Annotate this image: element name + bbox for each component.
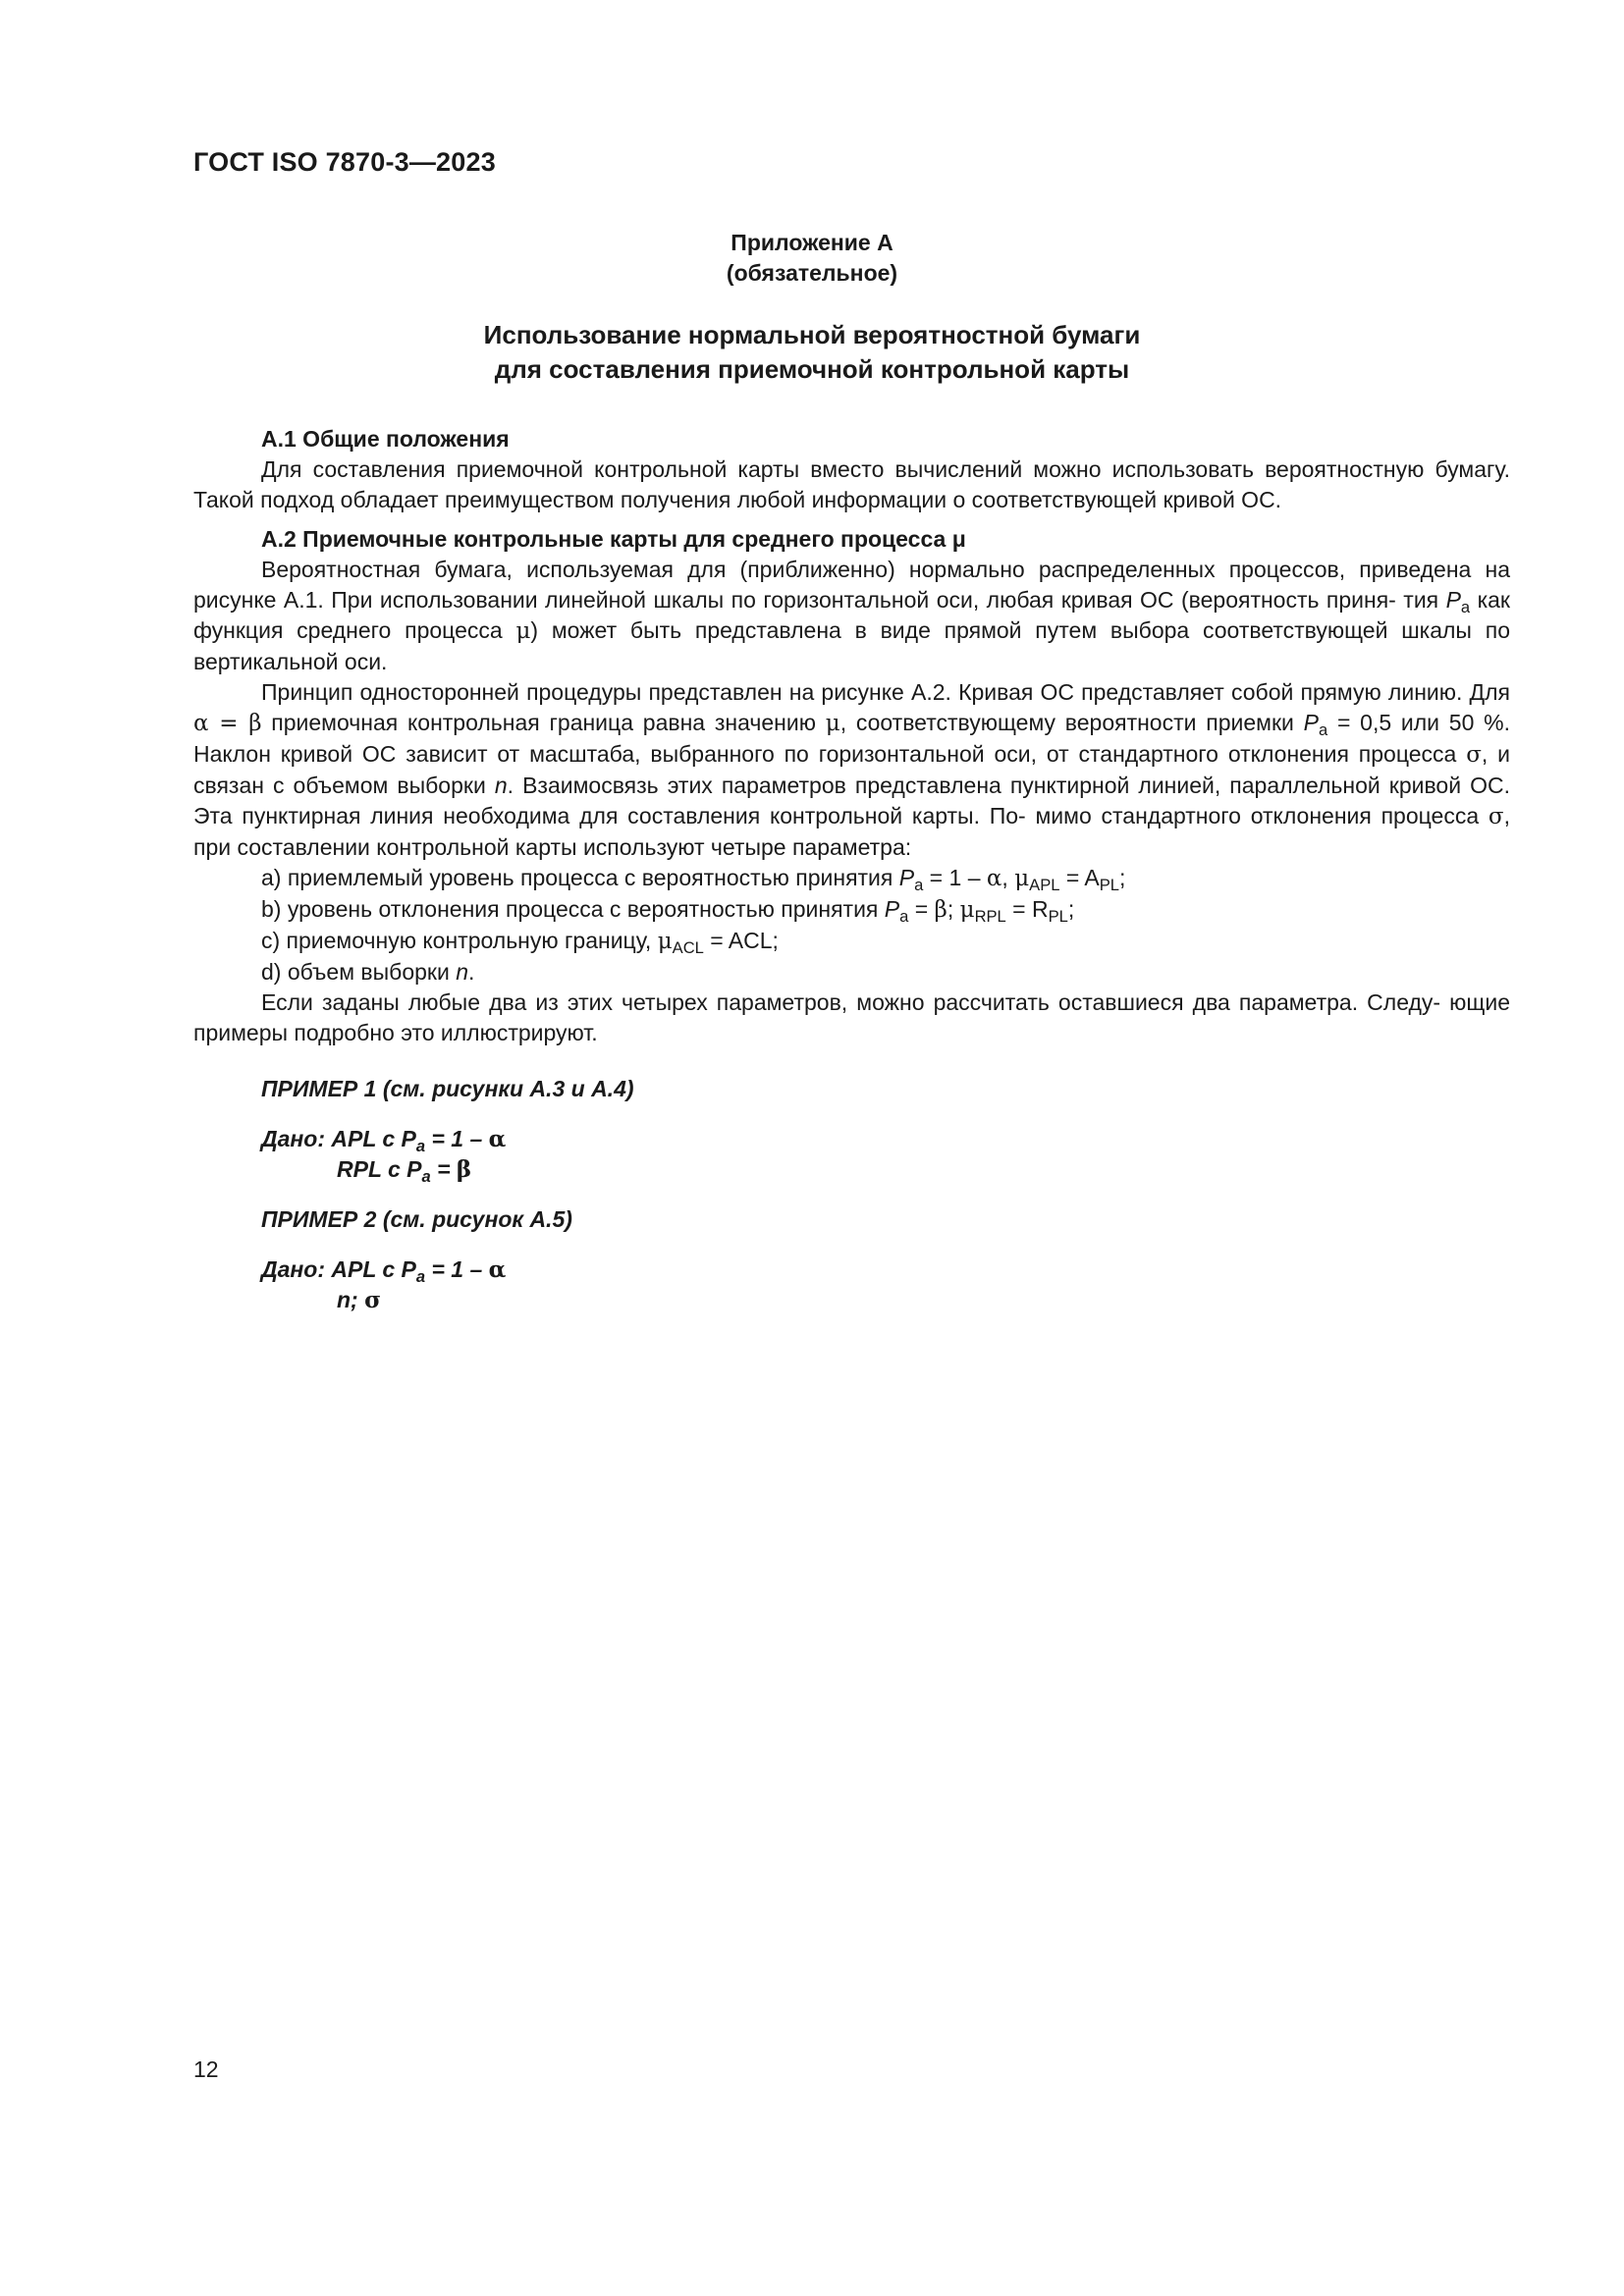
- section-a2-heading: А.2 Приемочные контрольные карты для среднего процесса μ: [261, 526, 966, 552]
- annex-title-line-2: для составления приемочной контрольной карты: [494, 354, 1130, 384]
- list-item-b: b) уровень отклонения процесса с вероятностью принятия $P_a = \beta$; $\mu_{RPL} = R_{PL}$;: [261, 896, 1075, 926]
- example-2-given-line-1: Дано: APL c $P_a = 1 - \alpha$: [261, 1256, 507, 1286]
- section-a2-paragraph-2: Принцип односторонней процедуры представлен на рисунке А.2. Кривая ОС представляет собой прямую линию. Для α = β приемочная контрольная граница равна значению μ, соответствующему вероятности приемки $P_a = 0,5$ или 50 %. Наклон кривой ОС зависит от масштаба, выбранного по горизонтальной оси, от стандартного отклонения процесса σ, и связан с объемом выборки n. Взаимосвязь этих параметров представлена пунктирной линией, параллельной кривой ОС. Эта пунктирная линия необходима для составления контрольной карты. По- мимо стандартного отклонения процесса σ, при составлении контрольной карты используют четыре параметра:: [193, 679, 1511, 860]
- annex-title: [0, 318, 1624, 387]
- example-1-given-line-2: RPL c $P_a = \beta$: [337, 1156, 472, 1186]
- example-2-given-line-2: n; σ: [337, 1287, 382, 1313]
- section-a1-heading: А.1 Общие положения: [261, 426, 510, 452]
- annex-title-line-1: Использование нормальной вероятностной бумаги: [483, 320, 1141, 349]
- annex-label-block: [0, 228, 1624, 289]
- example-2-title: ПРИМЕР 2 (см. рисунок А.5): [261, 1206, 572, 1232]
- section-a2-paragraph-3: Если заданы любые два из этих четырех параметров, можно рассчитать оставшиеся два параметра. Следу- ющие примеры подробно это иллюстрируют.: [193, 989, 1510, 1045]
- page-number: 12: [193, 2056, 219, 2082]
- annex-status: (обязательное): [726, 260, 898, 286]
- list-item-c: c) приемочную контрольную границу, $\mu_{ACL}$ = ACL;: [261, 928, 779, 957]
- document-body: [193, 424, 1510, 1315]
- section-a2-paragraph-1: Вероятностная бумага, используемая для (приближенно) нормально распределенных процессов, приведена на рисунке А.1. При использовании линейной шкалы по горизонтальной оси, любая кривая ОС (вероятность приня- тия $P_a$ как функция среднего процесса μ) может быть представлена в виде прямой путем выбора соответствующей шкалы по вертикальной оси.: [193, 557, 1510, 674]
- section-a1-paragraph: Для составления приемочной контрольной карты вместо вычислений можно использовать вероятностную бумагу. Такой подход обладает преимуществом получения любой информации о соответствующей кривой ОС.: [193, 456, 1510, 512]
- document-code-header: ГОСТ ISO 7870-3—2023: [193, 147, 496, 177]
- example-1-title: ПРИМЕР 1 (см. рисунки А.3 и А.4): [261, 1076, 634, 1101]
- list-item-a: a) приемлемый уровень процесса с вероятностью принятия $P_a = 1 - \alpha$, $\mu_{APL} = A_{PL}$;: [261, 865, 1126, 894]
- annex-label: Приложение А: [731, 230, 893, 255]
- example-1-given-line-1: Дано: APL c $P_a = 1 - \alpha$: [261, 1126, 507, 1155]
- list-item-d: d) объем выборки n.: [261, 959, 475, 985]
